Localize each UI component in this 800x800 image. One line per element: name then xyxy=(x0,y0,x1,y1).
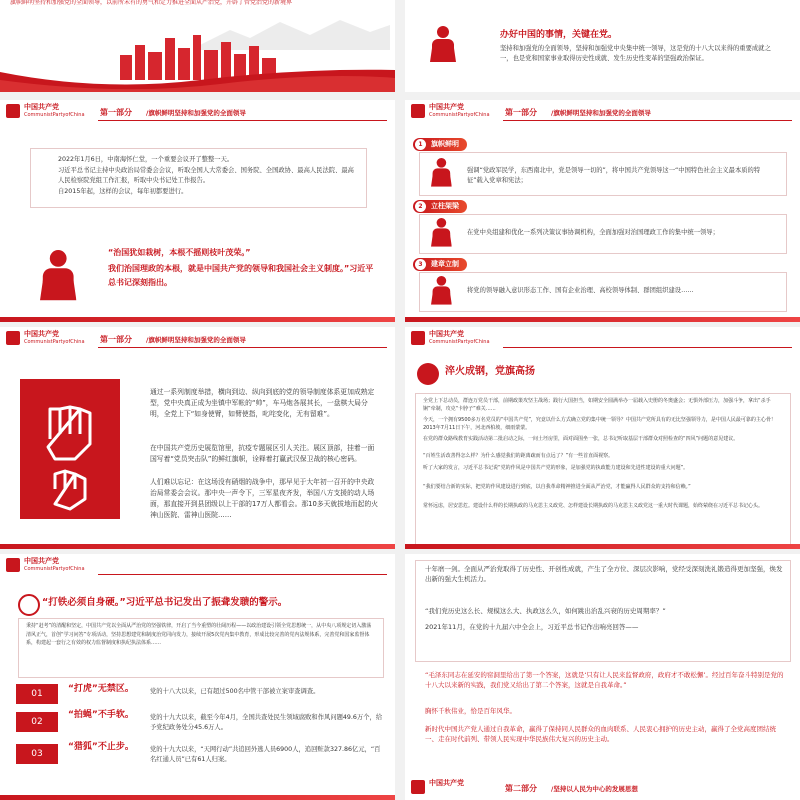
item-text-3: 将党的领导融入意识形态工作、国有企业治理、高校领导体制、群团组织建设…… xyxy=(467,287,694,294)
speaker-podium-icon xyxy=(40,250,76,306)
slide-8-quote: “毛泽东同志在延安的窑洞里给出了第一个答案，这就是‘只有让人民来监督政府，政府才不敢松懈’。经过百年奋斗特别是党的十八大以来新的实践，我们党又给出了第二个答案，这就是自我革命。” xyxy=(425,671,784,689)
item-heading-1: “打虎”无禁区。 xyxy=(68,684,134,694)
slide-1-top-text: 旗帜鲜明坚持和加强党的全面领导，以前所未有的勇气和定力推进全面从严治党，开辟了管党治党的新境界 xyxy=(10,0,293,6)
logo-title: 中国共产党 xyxy=(429,779,464,787)
quote-line-1: “治国犹如栽树，本根不摇则枝叶茂荣。” xyxy=(108,248,251,257)
item-text-2: 在党中央组建和优化一系列决策议事协调机构，全面加强对治国理政工作的集中统一领导； xyxy=(467,229,719,236)
part-label: 第一部分 xyxy=(505,108,537,117)
slide-8-p2: “我们党历史这么长、规模这么大、执政这么久，如何跳出治乱兴衰的历史周期率？” xyxy=(425,607,666,615)
slide-6-body-6: “我们要结合新的实际，把党的作风建设进行到底，以自我革命精神推进全面从严治党，才能赢得人民群众的支持和信赖。” xyxy=(423,484,691,490)
paragraph-2: 习近平总书记主持中央政治局常委会会议，听取全国人大常委会、国务院、全国政协、最高人民法院、最高人民检察院党组工作汇报，听取中央书记处工作报告。 xyxy=(58,167,354,184)
slide-5-body-3: 人们难以忘记：在这场没有硝烟的战争中，那早见于大年初一召开的中央政治局常委会会议。那中央一声令下，三军星夜齐发，举国八方支援的动人场面，那直接开到县团级以上干部的17万人都看会。那10多天就拔地而起的火神山医院、雷神山医院…… xyxy=(150,478,378,519)
part-subtitle: /旗帜鲜明坚持和加强党的全面领导 xyxy=(146,109,246,117)
slide-8-p4: 胸怀千秋伟业，恰是百年风华。 xyxy=(425,707,516,715)
section-badge-2: 2 立柱架梁 xyxy=(413,200,467,213)
slide-6-body-5: 听了大家的发言，习近平总书记说“党的作风是中国共产党的形象，是加强党的执政能力建设和先进性建设的重大问题”。 xyxy=(423,465,689,471)
slide-4[interactable] xyxy=(405,100,800,322)
slide-5-body-1: 通过一系列制度举措，横向到边、纵向到底的党的领导制度体系更加成熟定型，党中央真正成为坐镇中军帐的“帅”，车马炮各展其长，一盘棋大局分明，全党上下“如身使臂，如臂使指，叱咤变化，无有留难”。 xyxy=(150,388,375,418)
slide-8-p5: 新时代中国共产党人通过自我革命，赢得了保持同人民群众的血肉联系、人民衷心拥护的历史主动，赢得了全党高度团结统一、走在时代前列、带领人民实现中华民族伟大复兴的历史主动。 xyxy=(425,725,776,743)
number-block-3: 03 xyxy=(16,744,58,764)
speaker-podium-icon xyxy=(431,158,452,187)
hammer-icon xyxy=(18,594,40,616)
slide-7[interactable] xyxy=(0,554,395,800)
slide-6-body-2: 今天，一个拥有9500多万名党员的“中国共产党”，究竟以什么方式确立党的集中统一领导？中国共产党所具有的无比坚强领导力，是中国人民最可靠的主心骨！2013年7月11日下午，河北西柏坡，细雨蒙蒙。 xyxy=(423,417,776,431)
slide-6-body-7: 常怀远虑，居安思危。建设什么样的长期执政的马克思主义政党、怎样建设长期执政的马克思主义政党这一重大时代课题，始终萦绕在习近平总书记心头。 xyxy=(423,503,764,509)
item-heading-3: “猎狐”不止步。 xyxy=(68,742,134,752)
raised-fist-icon xyxy=(20,379,120,519)
logo-title: 中国共产党 xyxy=(24,557,59,565)
item-text-2: 党的十九大以来，截至今年4月，全国共查处民生领域腐败和作风问题49.6万个，给予党纪政务处分45.6万人。 xyxy=(150,714,383,731)
handshake-icon xyxy=(417,363,439,385)
item-text-3: 党的十九大以来，“天网行动”共追回外逃人员6900人，追回赃款327.86亿元，“百名红通人员”已有61人归案。 xyxy=(150,746,381,763)
slide-6-body-1: 全党上下总动员，群连万党员干部，前期政策攻坚主战场；践行大国担当，如期安全圆满举办一届载入史册的冬奥盛会；无惧外部压力，加强斗争，拿出“杀手锏”牵制，攻克“卡脖子”难关…… xyxy=(423,398,771,412)
party-logo-icon xyxy=(411,331,425,345)
logo-title: 中国共产党 xyxy=(429,103,464,111)
part-label: 第一部分 xyxy=(100,108,132,117)
part-subtitle: /旗帜鲜明坚持和加强党的全面领导 xyxy=(551,109,651,117)
logo-subtitle: CommunistPartyofChina xyxy=(24,566,85,572)
part-label: 第一部分 xyxy=(100,335,132,344)
party-logo-icon xyxy=(411,104,425,118)
slide-header xyxy=(405,327,800,353)
slide-2[interactable] xyxy=(405,0,800,92)
slide-6-heading: 淬火成钢，党旗高扬 xyxy=(445,366,535,377)
logo-subtitle: CommunistPartyofChina xyxy=(429,112,490,118)
slide-6-body-3: 在党的群众路线教育实践活动第二批启动之际，一间土坯房里，面对面围坐一张，总书记听取基层干部群众对照检查的“四风”问题的意见建议。 xyxy=(423,436,739,442)
slide-5-body-2: 在中国共产党历史展览馆里，抗疫专题展区引人关注。展区顶部，挂着一面国写着“党员突击队”的鲜红旗帜，诠释着打赢武汉保卫战的核心密码。 xyxy=(150,444,375,463)
logo-subtitle: CommunistPartyofChina xyxy=(24,339,85,345)
slide-3[interactable] xyxy=(0,100,395,322)
slide-8[interactable] xyxy=(405,554,800,800)
red-wave-decoration xyxy=(0,62,395,92)
party-logo-icon xyxy=(6,558,20,572)
slide-header xyxy=(0,100,395,126)
slide-8-p3: 2021年11月，在党的十九届六中全会上，习近平总书记作出响亮回答—— xyxy=(425,623,639,631)
section-badge-3: 3 建章立制 xyxy=(413,258,467,271)
speaker-podium-icon xyxy=(431,218,452,247)
part-subtitle: /旗帜鲜明坚持和加强党的全面领导 xyxy=(146,336,246,344)
logo-title: 中国共产党 xyxy=(429,330,464,338)
section-badge-1: 1 旗帜鲜明 xyxy=(413,138,467,151)
speaker-podium-icon xyxy=(431,276,452,305)
quote-line-2: 我们治国理政的本根，就是中国共产党的领导和我国社会主义制度。”习近平总书记深刻指出。 xyxy=(108,264,374,287)
logo-title: 中国共产党 xyxy=(24,330,59,338)
part-label: 第二部分 xyxy=(505,784,537,793)
fist-panel xyxy=(20,379,120,519)
slide-2-heading: 办好中国的事情，关键在党。 xyxy=(500,30,618,40)
paragraph-3: 自2015年起，这样的会议，每年初都要进行。 xyxy=(58,188,188,195)
slide-6-body-4: “百姓生活改善得怎么样？为什么感觉我们的距离疏而有点远了？”有一些首直面视察。 xyxy=(423,453,614,459)
party-logo-icon xyxy=(6,104,20,118)
slide-2-body: 坚持和加强党的全面领导，坚持和加强党中央集中统一领导，这是党的十八大以来得的重要成就之一，也是党和国家事业取得历史性成就、发生历史性变革的坚强政治保证。 xyxy=(500,45,771,62)
party-logo-icon xyxy=(411,780,425,794)
number-block-1: 01 xyxy=(16,684,58,704)
slide-8-p1: 十年磨一剑。全面从严治党取得了历史性、开创性成就，产生了全方位、深层次影响，党经受深刻洗礼锻造得更加坚强，焕发出新的强大生机活力。 xyxy=(425,565,783,583)
item-text-1: 党的十八大以来，已有超过500名中管干部被立案审查调查。 xyxy=(150,688,320,695)
paragraph-1: 2022年1月6日，中南海怀仁堂，一个重要会议开了整整一天。 xyxy=(58,156,234,163)
party-logo-icon xyxy=(6,331,20,345)
part-subtitle: /坚持以人民为中心的发展思想 xyxy=(551,785,638,793)
logo-subtitle: CommunistPartyofChina xyxy=(429,339,490,345)
slide-7-intro: 秉持“赶考”的清醒和坚定，中国共产党以全面从严治党的坚强铁律，开启了当今重塑的壮阔历程——以政治建设引领全党思想统一，从中央八项规定切入激荡清风正气，首创“学习问答”专项活动，坚持思想建党和制度治党同向发力，接续开展5次党内集中教育，形成比较完善的党内法规体系，完善党和国家监督体系，构建起一套行之有效的权力监督制度和执纪执法体系…… xyxy=(26,623,372,646)
item-heading-2: “拍蝇”不手软。 xyxy=(68,710,134,720)
slide-6[interactable] xyxy=(405,327,800,549)
item-text-1: 强调“党政军民学，东西南北中，党是领导一切的”，将中国共产党领导这一“中国特色社会主义最本质的特征”载入党章和宪法； xyxy=(467,167,761,184)
slide-1[interactable] xyxy=(0,0,395,92)
slide-header xyxy=(405,100,800,126)
slide-header xyxy=(0,554,395,580)
next-slide-header xyxy=(405,776,800,800)
slide-header xyxy=(0,327,395,353)
slide-5[interactable] xyxy=(0,327,395,549)
slide-7-heading: “打铁必须自身硬。”习近平总书记发出了振聋发聩的警示。 xyxy=(42,597,288,608)
speaker-podium-icon xyxy=(430,26,456,66)
logo-subtitle: CommunistPartyofChina xyxy=(24,112,85,118)
number-block-2: 02 xyxy=(16,712,58,732)
logo-title: 中国共产党 xyxy=(24,103,59,111)
